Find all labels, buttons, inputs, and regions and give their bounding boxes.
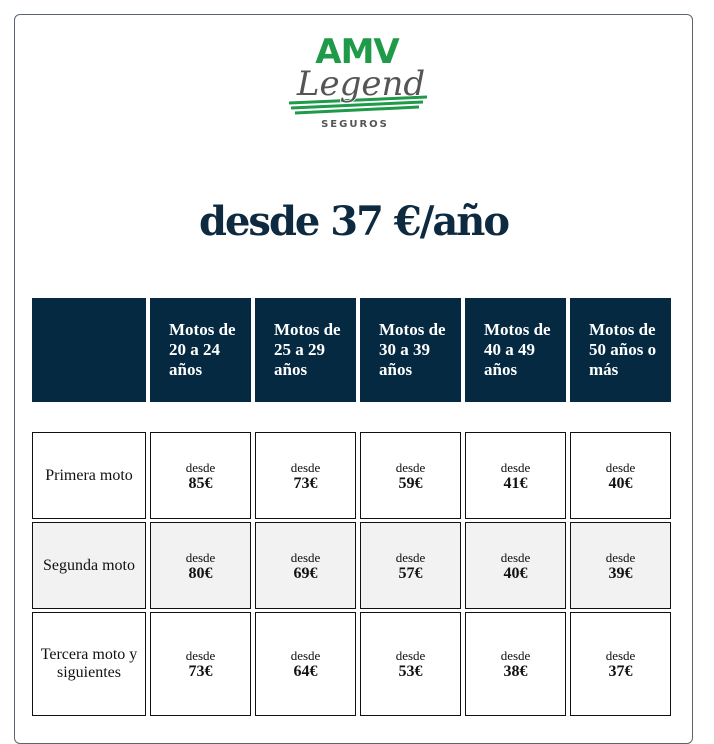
price-cell: desde 69€ <box>255 522 356 609</box>
price-cell: desde 53€ <box>360 612 461 716</box>
row-label: Segunda moto <box>32 522 146 609</box>
price-cell: desde 57€ <box>360 522 461 609</box>
price-cell: desde 80€ <box>150 522 251 609</box>
price-headline: desde 37 €/año <box>199 198 508 245</box>
table-row-tercera-moto <box>32 612 671 716</box>
price-cell: desde 39€ <box>570 522 671 609</box>
logo-seguros-text: SEGUROS <box>321 119 389 130</box>
logo-amv-text: AMV <box>315 32 399 72</box>
corner-header-cell <box>32 298 146 402</box>
logo-legend-text: Legend <box>296 64 426 104</box>
column-header-50-plus: Motos de 50 años o más <box>570 298 671 402</box>
price-cell: desde 85€ <box>150 432 251 519</box>
price-cell: desde 41€ <box>465 432 566 519</box>
row-label: Tercera moto y siguientes <box>32 612 146 716</box>
price-cell: desde 40€ <box>465 522 566 609</box>
column-header-30-39: Motos de 30 a 39 años <box>360 298 461 402</box>
column-header-25-29: Motos de 25 a 29 años <box>255 298 356 402</box>
table-row-primera-moto <box>32 432 671 519</box>
price-cell: desde 64€ <box>255 612 356 716</box>
price-cell: desde 73€ <box>150 612 251 716</box>
price-cell: desde 59€ <box>360 432 461 519</box>
price-cell: desde 73€ <box>255 432 356 519</box>
price-table <box>28 298 675 716</box>
price-cell: desde 40€ <box>570 432 671 519</box>
table-row-segunda-moto <box>32 522 671 609</box>
column-header-40-49: Motos de 40 a 49 años <box>465 298 566 402</box>
row-label: Primera moto <box>32 432 146 519</box>
pricing-card <box>14 14 693 744</box>
price-cell: desde 37€ <box>570 612 671 716</box>
amv-legend-seguros-logo <box>277 27 437 131</box>
price-cell: desde 38€ <box>465 612 566 716</box>
column-header-20-24: Motos de 20 a 24 años <box>150 298 251 402</box>
